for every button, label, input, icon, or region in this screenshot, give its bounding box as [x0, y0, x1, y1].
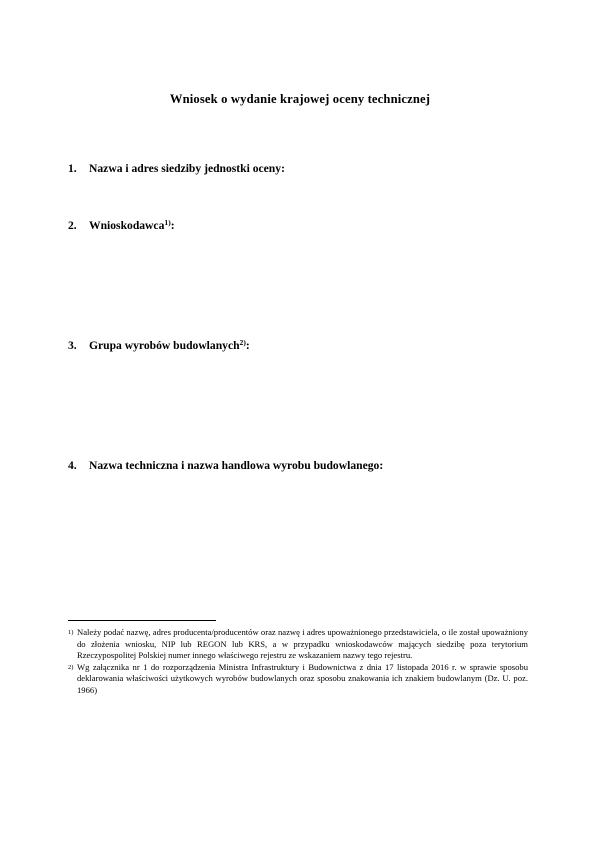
section-colon-4: : [379, 459, 384, 472]
section-number-4: 4. [68, 459, 77, 472]
section-item-4 [68, 459, 538, 472]
section-colon-2: : [170, 219, 175, 232]
footnotes-container [68, 627, 528, 697]
section-footnote-ref-2: 2) [239, 338, 246, 347]
footnote-1 [68, 627, 528, 662]
footnote-text-1: Należy podać nazwę, adres producenta/producentów oraz nazwę i adres upoważnionego przedstawiciela, o ile został upoważniony do złożenia wniosku, NIP lub REGON lub KRS, a w przypadku wnioskodawców mających siedzibę poza terytorium Rzeczypospolitej Polskiej numer innego właściwego rejestru ze wskazaniem nazwy tego rejestru. [77, 627, 528, 661]
section-label-1: Nazwa i adres siedziby jednostki oceny [89, 162, 282, 175]
section-label-3: Grupa wyrobów budowlanych [89, 339, 240, 352]
footnote-separator-rule [68, 620, 216, 621]
section-label-2: Wnioskodawca [89, 219, 165, 232]
footnote-marker-2: 2) [68, 663, 74, 671]
section-item-1 [68, 162, 538, 175]
section-item-3 [68, 339, 538, 352]
section-number-2: 2. [68, 219, 77, 232]
footnote-2 [68, 662, 528, 697]
section-number-1: 1. [68, 162, 77, 175]
section-number-3: 3. [68, 339, 77, 352]
section-colon-1: : [281, 162, 285, 175]
page-title: Wniosek o wydanie krajowej oceny technicznej [169, 92, 431, 106]
section-label-4: Nazwa techniczna i nazwa handlowa wyrobu budowlanego [89, 459, 380, 472]
section-colon-3: : [245, 339, 250, 352]
section-item-2 [68, 219, 538, 232]
footnote-text-2: Wg załącznika nr 1 do rozporządzenia Ministra Infrastruktury i Budownictwa z dnia 17 listopada 2016 r. w sprawie sposobu deklarowania właściwości użytkowych wyrobów budowlanych oraz sposobu znakowania ich znakiem budowlanym (Dz. U. poz. 1966) [77, 661, 528, 695]
footnote-marker-1: 1) [68, 629, 74, 636]
section-footnote-ref-1: 1) [164, 218, 171, 227]
